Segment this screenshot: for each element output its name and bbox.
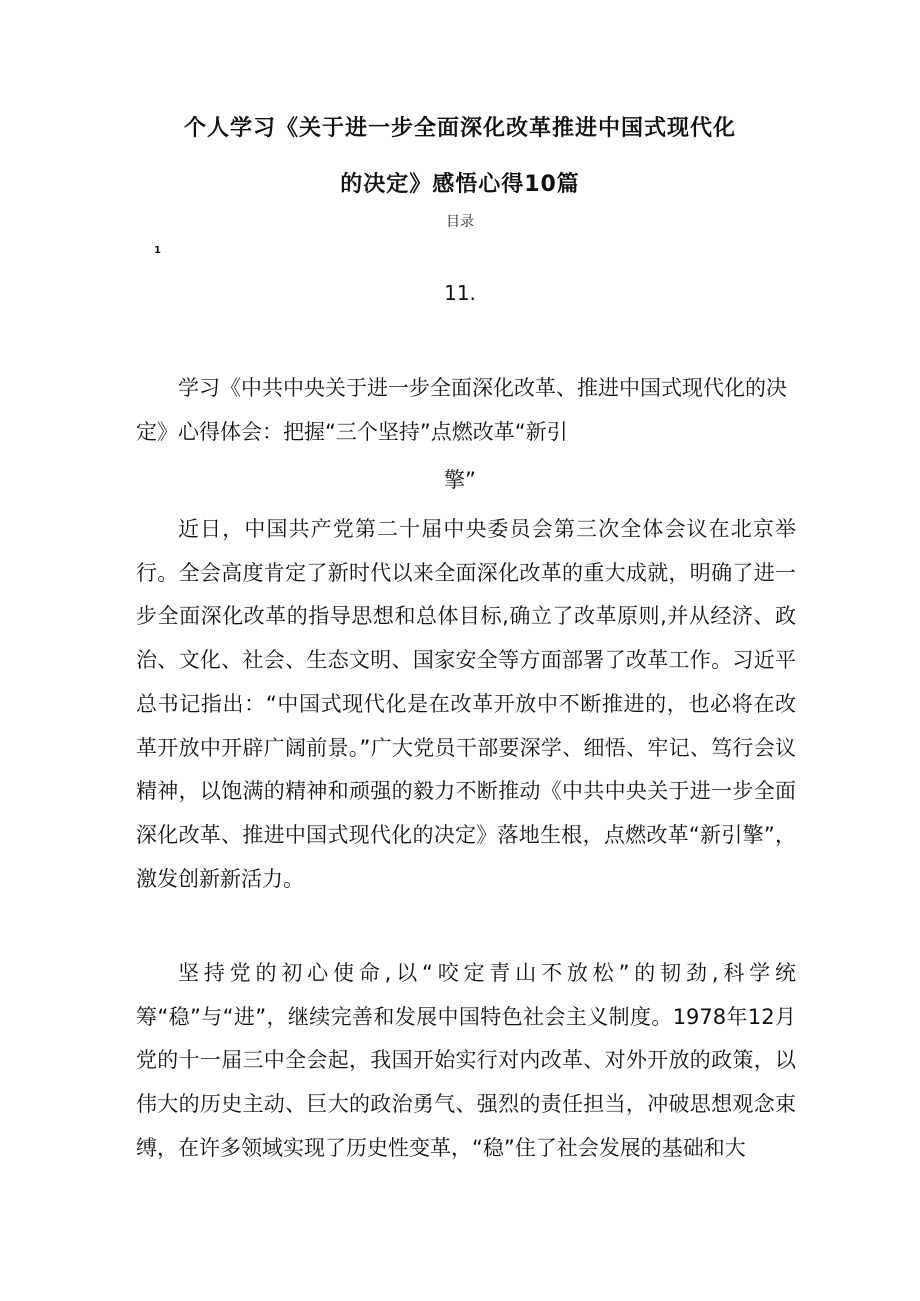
section-title-end: 擎” [444,468,476,492]
body-paragraph-2: 坚持党的初心使命,以“咬定青山不放松”的韧劲,科学统筹“稳”与“进”，继续完善和发展中国特色社会主义制度。1978年12月党的十一届三中全会起，我国开始实行对内改革、对外开放的政策，以伟大的历史主动、巨大的政治勇气、强烈的责任担当，冲破思想观念束缚，在许多领域实现了历史性变革，“稳”住了社会发展的基础和大 [136,961,796,1160]
body-paragraph-1: 近日，中国共产党第二十届中央委员会第三次全体会议在北京举行。全会高度肯定了新时代以来全面深化改革的重大成就，明确了进一步全面深化改革的指导思想和总体目标,确立了改革原则,并从经济、政治、文化、社会、生态文明、国家安全等方面部署了改革工作。习近平总书记指出：“中国式现代化是在改革开放中不断推进的，也必将在改革开放中开辟广阔前景。”广大党员干部要深学、细悟、牢记、笃行会议精神，以饱满的精神和顽强的毅力不断推动《中共中央关于进一步全面深化改革、推进中国式现代化的决定》落地生根，点燃改革“新引擎”，激发创新新活力。 [136,517,796,891]
toc-entry[interactable]: 11. [444,281,476,305]
document-title-line-1: 个人学习《关于进一步全面深化改革推进中国式现代化 [183,116,736,141]
section-title: 学习《中共中央关于进一步全面深化改革、推进中国式现代化的决定》心得体会：把握“三个坚持”点燃改革“新引 [136,376,787,444]
document-title-line-2: 的决定》感悟心得10篇 [340,172,580,197]
toc-label: 目录 [446,214,474,230]
toc-number: 1 [154,245,161,256]
